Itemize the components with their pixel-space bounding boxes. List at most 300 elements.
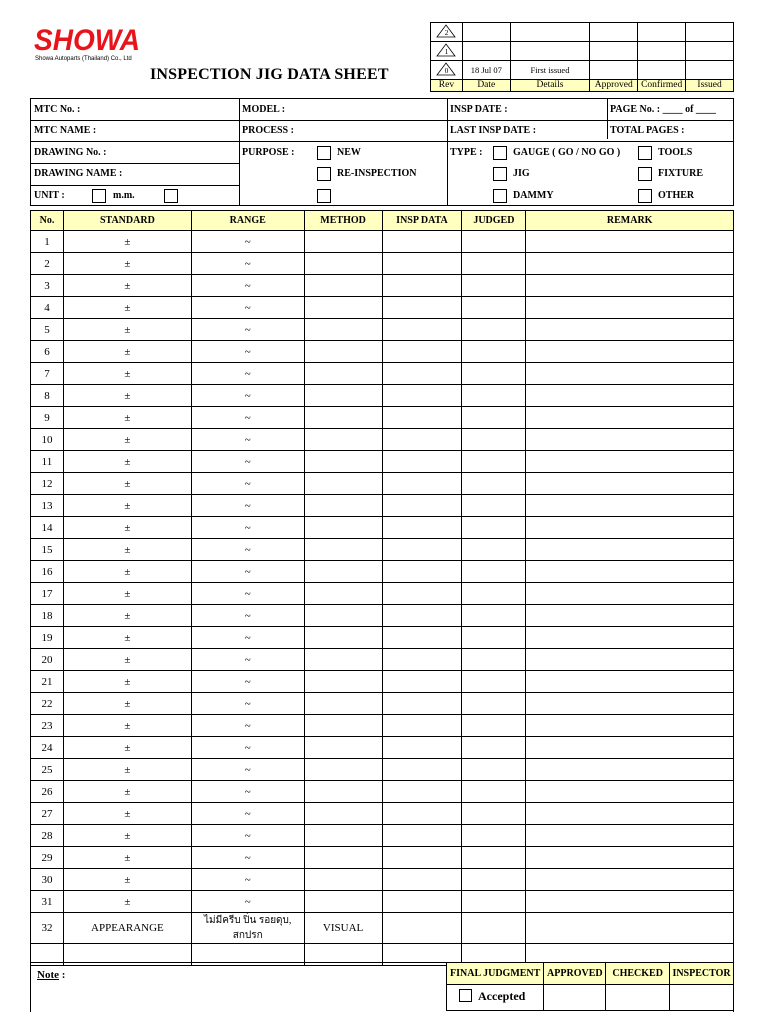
range-cell[interactable]: ~ — [191, 297, 304, 319]
revision-row — [431, 60, 734, 79]
unit-other-checkbox[interactable] — [164, 189, 178, 203]
remark-cell[interactable] — [526, 341, 734, 363]
judged-cell[interactable] — [462, 605, 526, 627]
method-cell[interactable] — [304, 407, 382, 429]
judged-cell[interactable] — [462, 869, 526, 891]
range-cell[interactable]: ~ — [191, 253, 304, 275]
insp-data-cell[interactable] — [382, 759, 462, 781]
table-row — [31, 781, 734, 803]
standard-cell[interactable]: ± — [63, 473, 191, 495]
remark-cell[interactable] — [526, 891, 734, 913]
reinspection-checkbox[interactable] — [317, 167, 331, 181]
standard-cell[interactable]: ± — [63, 231, 191, 253]
revision-row — [431, 41, 734, 60]
range-cell[interactable]: ~ — [191, 715, 304, 737]
row-number: 12 — [31, 473, 64, 495]
range-cell[interactable]: ~ — [191, 385, 304, 407]
row-number: 31 — [31, 891, 64, 913]
row-number: 4 — [31, 297, 64, 319]
revision-date: 18 Jul 07 — [462, 60, 510, 79]
standard-cell[interactable]: ± — [63, 583, 191, 605]
insp-data-cell[interactable] — [382, 253, 462, 275]
judged-cell[interactable] — [462, 495, 526, 517]
judged-cell[interactable] — [462, 583, 526, 605]
remark-cell[interactable] — [526, 693, 734, 715]
table-row — [31, 319, 734, 341]
standard-cell[interactable]: ± — [63, 847, 191, 869]
standard-cell[interactable]: ± — [63, 891, 191, 913]
judged-cell[interactable] — [462, 517, 526, 539]
method-cell[interactable] — [304, 451, 382, 473]
method-cell[interactable] — [304, 429, 382, 451]
judged-cell[interactable] — [462, 275, 526, 297]
range-cell[interactable]: ~ — [191, 649, 304, 671]
standard-cell[interactable]: ± — [63, 363, 191, 385]
range-cell[interactable]: ~ — [191, 847, 304, 869]
mtc-no-label: MTC No. : — [34, 104, 81, 115]
remark-cell[interactable] — [526, 253, 734, 275]
range-cell[interactable]: ~ — [191, 627, 304, 649]
remark-cell[interactable] — [526, 715, 734, 737]
row-number: 20 — [31, 649, 64, 671]
method-cell[interactable] — [304, 583, 382, 605]
judged-cell[interactable] — [462, 693, 526, 715]
table-row — [31, 407, 734, 429]
drawing-no-label: DRAWING No. : — [34, 147, 107, 158]
judged-cell[interactable] — [462, 913, 526, 944]
tools-label: TOOLS — [658, 147, 693, 158]
type-label: TYPE : — [450, 147, 483, 158]
standard-cell[interactable]: ± — [63, 737, 191, 759]
info-box — [30, 98, 734, 206]
page-title: INSPECTION JIG DATA SHEET — [150, 66, 389, 83]
row-number: 22 — [31, 693, 64, 715]
checked-signature[interactable] — [606, 985, 670, 1011]
remark-cell[interactable] — [526, 869, 734, 891]
table-row — [31, 737, 734, 759]
remark-cell[interactable] — [526, 737, 734, 759]
gauge-label: GAUGE ( GO / NO GO ) — [513, 147, 621, 158]
table-row — [31, 297, 734, 319]
drawing-name-label: DRAWING NAME : — [34, 168, 123, 179]
insp-data-cell[interactable] — [382, 781, 462, 803]
table-row — [31, 803, 734, 825]
method-cell[interactable] — [304, 869, 382, 891]
remark-cell[interactable] — [526, 451, 734, 473]
total-pages-label: TOTAL PAGES : — [610, 125, 685, 136]
judged-cell[interactable] — [462, 341, 526, 363]
row-number: 29 — [31, 847, 64, 869]
jig-label: JIG — [513, 168, 530, 179]
remark-cell[interactable] — [526, 913, 734, 944]
standard-cell[interactable]: ± — [63, 451, 191, 473]
standard-cell[interactable]: ± — [63, 693, 191, 715]
judged-cell[interactable] — [462, 759, 526, 781]
process-label: PROCESS : — [242, 125, 294, 136]
standard-cell[interactable]: ± — [63, 649, 191, 671]
new-label: NEW — [337, 147, 361, 158]
insp-data-cell[interactable] — [382, 341, 462, 363]
judged-cell[interactable] — [462, 407, 526, 429]
method-cell[interactable]: VISUAL — [304, 913, 382, 944]
reinspection-label: RE-INSPECTION — [337, 168, 417, 179]
method-cell[interactable] — [304, 671, 382, 693]
row-number: 6 — [31, 341, 64, 363]
row-number: 28 — [31, 825, 64, 847]
triangle-icon: 2 — [436, 24, 456, 38]
method-cell[interactable] — [304, 627, 382, 649]
company-name: Showa Autoparts (Thailand) Co., Ltd — [35, 56, 132, 62]
table-row — [31, 869, 734, 891]
insp-data-cell[interactable] — [382, 715, 462, 737]
standard-cell[interactable]: ± — [63, 715, 191, 737]
judged-cell[interactable] — [462, 627, 526, 649]
method-cell[interactable] — [304, 539, 382, 561]
range-cell[interactable]: ~ — [191, 363, 304, 385]
judged-cell[interactable] — [462, 319, 526, 341]
judged-cell[interactable] — [462, 561, 526, 583]
remark-cell[interactable] — [526, 407, 734, 429]
insp-data-cell[interactable] — [382, 803, 462, 825]
insp-data-cell[interactable] — [382, 495, 462, 517]
table-row — [31, 429, 734, 451]
insp-data-cell[interactable] — [382, 539, 462, 561]
insp-data-cell[interactable] — [382, 407, 462, 429]
remark-cell[interactable] — [526, 539, 734, 561]
range-cell[interactable]: ~ — [191, 737, 304, 759]
inspector-signature[interactable] — [670, 985, 734, 1011]
standard-cell[interactable]: ± — [63, 671, 191, 693]
range-cell[interactable]: ~ — [191, 605, 304, 627]
insp-data-cell[interactable] — [382, 891, 462, 913]
remark-cell[interactable] — [526, 517, 734, 539]
insp-data-cell[interactable] — [382, 737, 462, 759]
method-cell[interactable] — [304, 517, 382, 539]
accepted-label: Accepted — [478, 989, 526, 1003]
judged-cell[interactable] — [462, 385, 526, 407]
triangle-icon: 1 — [436, 43, 456, 57]
method-cell[interactable] — [304, 319, 382, 341]
standard-cell[interactable]: ± — [63, 561, 191, 583]
method-cell[interactable] — [304, 385, 382, 407]
method-cell[interactable] — [304, 473, 382, 495]
judged-cell[interactable] — [462, 253, 526, 275]
method-cell[interactable] — [304, 737, 382, 759]
signature-table — [446, 962, 734, 1011]
table-row — [31, 451, 734, 473]
row-number: 21 — [31, 671, 64, 693]
row-number: 2 — [31, 253, 64, 275]
row-number: 3 — [31, 275, 64, 297]
col-insp-data: INSP DATA — [382, 211, 462, 231]
range-cell[interactable]: ~ — [191, 583, 304, 605]
remark-cell[interactable] — [526, 429, 734, 451]
row-number: 18 — [31, 605, 64, 627]
judged-cell[interactable] — [462, 473, 526, 495]
insp-data-cell[interactable] — [382, 319, 462, 341]
table-row — [31, 847, 734, 869]
judged-cell[interactable] — [462, 539, 526, 561]
table-row — [31, 715, 734, 737]
row-number: 24 — [31, 737, 64, 759]
range-cell[interactable]: ~ — [191, 693, 304, 715]
new-checkbox[interactable] — [317, 146, 331, 160]
col-range: RANGE — [191, 211, 304, 231]
method-cell[interactable] — [304, 803, 382, 825]
method-cell[interactable] — [304, 693, 382, 715]
insp-data-cell[interactable] — [382, 561, 462, 583]
judged-cell[interactable] — [462, 847, 526, 869]
table-row — [31, 253, 734, 275]
col-method: METHOD — [304, 211, 382, 231]
method-cell[interactable] — [304, 605, 382, 627]
standard-cell[interactable]: ± — [63, 759, 191, 781]
standard-cell[interactable]: ± — [63, 803, 191, 825]
judged-cell[interactable] — [462, 363, 526, 385]
fixture-label: FIXTURE — [658, 168, 704, 179]
standard-cell[interactable]: ± — [63, 253, 191, 275]
insp-data-cell[interactable] — [382, 429, 462, 451]
range-cell[interactable]: ~ — [191, 231, 304, 253]
insp-data-cell[interactable] — [382, 869, 462, 891]
triangle-icon: 0 — [436, 62, 456, 76]
standard-cell[interactable]: ± — [63, 297, 191, 319]
row-number: 7 — [31, 363, 64, 385]
judged-cell[interactable] — [462, 231, 526, 253]
remark-cell[interactable] — [526, 231, 734, 253]
purpose-label: PURPOSE : — [242, 147, 295, 158]
range-cell[interactable]: ไม่มีครีบ ปิ่น รอยดุบ, สกปรก — [191, 913, 304, 944]
range-cell[interactable]: ~ — [191, 539, 304, 561]
standard-cell[interactable]: ± — [63, 319, 191, 341]
remark-cell[interactable] — [526, 473, 734, 495]
remark-cell[interactable] — [526, 627, 734, 649]
range-cell[interactable]: ~ — [191, 561, 304, 583]
remark-cell[interactable] — [526, 759, 734, 781]
range-cell[interactable]: ~ — [191, 319, 304, 341]
standard-cell[interactable]: ± — [63, 495, 191, 517]
approved-signature[interactable] — [544, 985, 606, 1011]
insp-date-label: INSP DATE : — [450, 104, 508, 115]
range-cell[interactable]: ~ — [191, 825, 304, 847]
range-cell[interactable]: ~ — [191, 759, 304, 781]
tools-checkbox[interactable] — [638, 146, 652, 160]
table-row — [31, 605, 734, 627]
method-cell[interactable] — [304, 363, 382, 385]
insp-data-cell[interactable] — [382, 275, 462, 297]
fixture-checkbox[interactable] — [638, 167, 652, 181]
mm-checkbox[interactable] — [92, 189, 106, 203]
remark-cell[interactable] — [526, 583, 734, 605]
insp-data-cell[interactable] — [382, 913, 462, 944]
table-row — [31, 473, 734, 495]
range-cell[interactable]: ~ — [191, 495, 304, 517]
table-row — [31, 583, 734, 605]
row-number: 25 — [31, 759, 64, 781]
range-cell[interactable]: ~ — [191, 517, 304, 539]
note-label: Note — [37, 969, 59, 981]
remark-cell[interactable] — [526, 781, 734, 803]
insp-data-cell[interactable] — [382, 649, 462, 671]
unit-label: UNIT : — [34, 190, 65, 201]
judged-cell[interactable] — [462, 671, 526, 693]
dammy-checkbox[interactable] — [493, 189, 507, 203]
mm-label: m.m. — [113, 190, 135, 201]
range-cell[interactable]: ~ — [191, 781, 304, 803]
range-cell[interactable]: ~ — [191, 429, 304, 451]
col-remark: REMARK — [526, 211, 734, 231]
standard-cell[interactable]: ± — [63, 605, 191, 627]
insp-data-cell[interactable] — [382, 627, 462, 649]
revision-header-row: Rev Date Details Approved Confirmed Issued — [431, 79, 734, 91]
revision-row — [431, 23, 734, 42]
standard-cell[interactable]: APPEARANGE — [63, 913, 191, 944]
standard-cell[interactable]: ± — [63, 407, 191, 429]
method-cell[interactable] — [304, 275, 382, 297]
method-cell[interactable] — [304, 759, 382, 781]
method-cell[interactable] — [304, 341, 382, 363]
checked-label: CHECKED — [606, 963, 670, 985]
col-judged: JUDGED — [462, 211, 526, 231]
remark-cell[interactable] — [526, 275, 734, 297]
method-cell[interactable] — [304, 231, 382, 253]
table-row — [31, 759, 734, 781]
insp-data-cell[interactable] — [382, 693, 462, 715]
revision-table — [430, 22, 734, 92]
remark-cell[interactable] — [526, 319, 734, 341]
judged-cell[interactable] — [462, 737, 526, 759]
range-cell[interactable]: ~ — [191, 891, 304, 913]
insp-data-cell[interactable] — [382, 605, 462, 627]
remark-cell[interactable] — [526, 495, 734, 517]
remark-cell[interactable] — [526, 297, 734, 319]
insp-data-cell[interactable] — [382, 231, 462, 253]
range-cell[interactable]: ~ — [191, 341, 304, 363]
mtc-name-label: MTC NAME : — [34, 125, 97, 136]
insp-data-cell[interactable] — [382, 451, 462, 473]
svg-text:SHOWA: SHOWA — [34, 24, 140, 54]
insp-data-cell[interactable] — [382, 671, 462, 693]
jig-checkbox[interactable] — [493, 167, 507, 181]
judged-cell[interactable] — [462, 297, 526, 319]
row-number: 26 — [31, 781, 64, 803]
judged-cell[interactable] — [462, 781, 526, 803]
remark-cell[interactable] — [526, 363, 734, 385]
remark-cell[interactable] — [526, 649, 734, 671]
remark-cell[interactable] — [526, 605, 734, 627]
table-row — [31, 363, 734, 385]
range-cell[interactable]: ~ — [191, 451, 304, 473]
row-number: 17 — [31, 583, 64, 605]
remark-cell[interactable] — [526, 825, 734, 847]
table-row — [31, 561, 734, 583]
approved-label: APPROVED — [544, 963, 606, 985]
judged-cell[interactable] — [462, 451, 526, 473]
page-no-label: PAGE No. : ____ of ____ — [610, 104, 716, 115]
row-number: 32 — [31, 913, 64, 944]
method-cell[interactable] — [304, 781, 382, 803]
insp-data-cell[interactable] — [382, 473, 462, 495]
method-cell[interactable] — [304, 561, 382, 583]
method-cell[interactable] — [304, 891, 382, 913]
table-row — [31, 231, 734, 253]
remark-cell[interactable] — [526, 561, 734, 583]
judged-cell[interactable] — [462, 715, 526, 737]
purpose-other-checkbox[interactable] — [317, 189, 331, 203]
judged-cell[interactable] — [462, 429, 526, 451]
table-row — [31, 627, 734, 649]
final-judgment-label: FINAL JUDGMENT — [447, 963, 544, 985]
range-cell[interactable]: ~ — [191, 803, 304, 825]
table-header-row — [31, 211, 734, 231]
row-number: 19 — [31, 627, 64, 649]
judged-cell[interactable] — [462, 891, 526, 913]
standard-cell[interactable]: ± — [63, 869, 191, 891]
method-cell[interactable] — [304, 715, 382, 737]
remark-cell[interactable] — [526, 671, 734, 693]
judged-cell[interactable] — [462, 803, 526, 825]
method-cell[interactable] — [304, 495, 382, 517]
standard-cell[interactable]: ± — [63, 385, 191, 407]
remark-cell[interactable] — [526, 847, 734, 869]
standard-cell[interactable]: ± — [63, 275, 191, 297]
remark-cell[interactable] — [526, 803, 734, 825]
range-cell[interactable]: ~ — [191, 671, 304, 693]
table-row — [31, 341, 734, 363]
standard-cell[interactable]: ± — [63, 539, 191, 561]
row-number: 13 — [31, 495, 64, 517]
standard-cell[interactable]: ± — [63, 517, 191, 539]
insp-data-cell[interactable] — [382, 385, 462, 407]
method-cell[interactable] — [304, 847, 382, 869]
judged-cell[interactable] — [462, 825, 526, 847]
gauge-checkbox[interactable] — [493, 146, 507, 160]
row-number: 14 — [31, 517, 64, 539]
standard-cell[interactable]: ± — [63, 781, 191, 803]
insp-data-cell[interactable] — [382, 517, 462, 539]
insp-data-cell[interactable] — [382, 847, 462, 869]
remark-cell[interactable] — [526, 385, 734, 407]
accepted-checkbox[interactable] — [459, 989, 472, 1002]
standard-cell[interactable]: ± — [63, 341, 191, 363]
method-cell[interactable] — [304, 649, 382, 671]
method-cell[interactable] — [304, 297, 382, 319]
standard-cell[interactable]: ± — [63, 825, 191, 847]
standard-cell[interactable]: ± — [63, 627, 191, 649]
standard-cell[interactable]: ± — [63, 429, 191, 451]
range-cell[interactable]: ~ — [191, 407, 304, 429]
insp-data-cell[interactable] — [382, 583, 462, 605]
row-number: 30 — [31, 869, 64, 891]
inspector-label: INSPECTOR — [670, 963, 734, 985]
last-insp-date-label: LAST INSP DATE : — [450, 125, 537, 136]
range-cell[interactable]: ~ — [191, 473, 304, 495]
row-number: 27 — [31, 803, 64, 825]
method-cell[interactable] — [304, 253, 382, 275]
insp-data-cell[interactable] — [382, 297, 462, 319]
other-checkbox[interactable] — [638, 189, 652, 203]
table-row — [31, 539, 734, 561]
insp-data-cell[interactable] — [382, 825, 462, 847]
range-cell[interactable]: ~ — [191, 275, 304, 297]
table-row — [31, 913, 734, 944]
range-cell[interactable]: ~ — [191, 869, 304, 891]
judged-cell[interactable] — [462, 649, 526, 671]
row-number: 8 — [31, 385, 64, 407]
method-cell[interactable] — [304, 825, 382, 847]
row-number: 16 — [31, 561, 64, 583]
insp-data-cell[interactable] — [382, 363, 462, 385]
